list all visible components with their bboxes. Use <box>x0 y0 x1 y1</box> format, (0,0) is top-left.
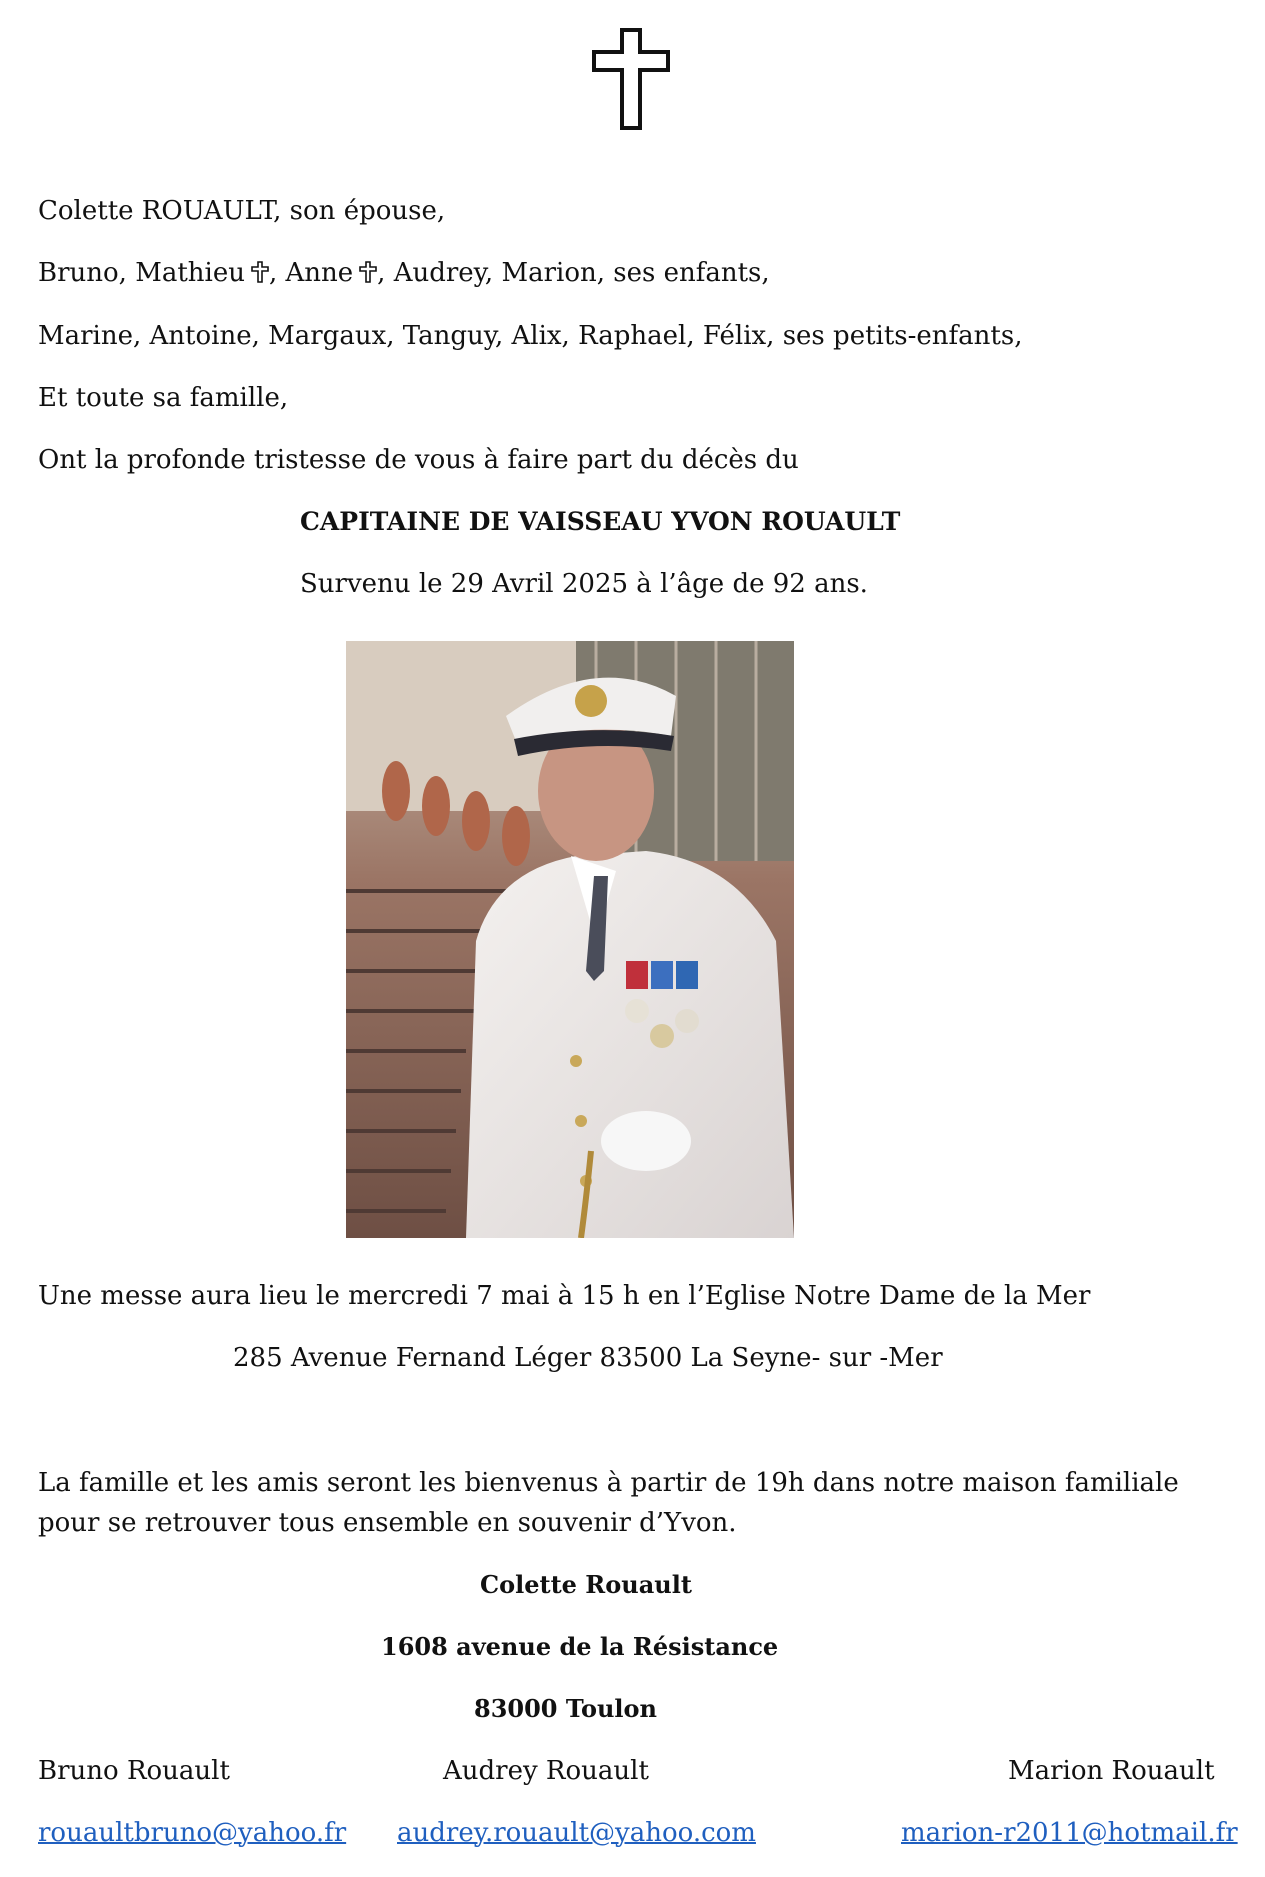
email-marion-wrap <box>901 1817 1238 1849</box>
grandchildren-line: Marine, Antoine, Margaux, Tanguy, Alix, Raphael, Félix, ses petits-enfants, <box>38 321 1023 351</box>
contact-city: 83000 Toulon <box>474 1694 657 1723</box>
small-cross-icon <box>251 261 269 283</box>
small-cross-icon <box>359 261 377 283</box>
reception-text: La famille et les amis seront les bienvenus à partir de 19h dans notre maison familiale pour se retrouver tous ensemble en souvenir d’Yvon. <box>38 1468 1179 1538</box>
child-name-bruno: Bruno Rouault <box>38 1756 230 1786</box>
deceased-name: CAPITAINE DE VAISSEAU YVON ROUAULT <box>300 507 901 536</box>
children-prefix: Bruno, Mathieu <box>38 258 245 288</box>
contact-name: Colette Rouault <box>480 1570 692 1599</box>
children-line <box>38 257 770 289</box>
child-name-marion: Marion Rouault <box>1008 1756 1215 1786</box>
intro-line: Ont la profonde tristesse de vous à faire part du décès du <box>38 445 799 475</box>
date-line: Survenu le 29 Avril 2025 à l’âge de 92 ans. <box>300 569 868 599</box>
email-marion-link[interactable]: marion-r2011@hotmail.fr <box>901 1818 1238 1848</box>
children-mid: , Anne <box>268 258 354 288</box>
email-audrey-wrap <box>397 1817 756 1849</box>
mass-line: Une messe aura lieu le mercredi 7 mai à 15 h en l’Eglise Notre Dame de la Mer <box>38 1281 1091 1311</box>
child-name-audrey: Audrey Rouault <box>443 1756 649 1786</box>
church-address: 285 Avenue Fernand Léger 83500 La Seyne- sur -Mer <box>233 1343 943 1373</box>
email-bruno-wrap <box>38 1817 346 1849</box>
children-suffix: , Audrey, Marion, ses enfants, <box>377 258 770 288</box>
spouse-line: Colette ROUAULT, son épouse, <box>38 196 446 226</box>
email-bruno-link[interactable]: rouaultbruno@yahoo.fr <box>38 1818 347 1848</box>
contact-street: 1608 avenue de la Résistance <box>381 1632 779 1661</box>
family-line: Et toute sa famille, <box>38 383 289 413</box>
email-audrey-link[interactable]: audrey.rouault@yahoo.com <box>397 1818 756 1848</box>
portrait-photo <box>346 641 794 1238</box>
latin-cross-icon <box>590 28 672 130</box>
